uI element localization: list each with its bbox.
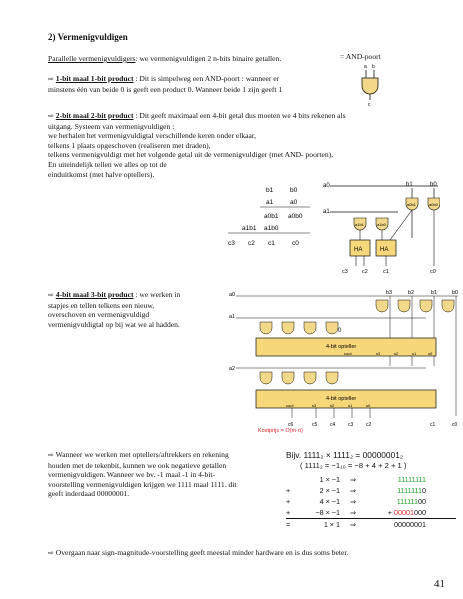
c2-g-a1b0: a1b0 (377, 222, 386, 227)
section-2bit (48, 111, 428, 179)
c2-ha1: HA (354, 247, 363, 253)
example-arrow: ⇒ (349, 508, 357, 517)
circuit-4x3bit (226, 286, 462, 436)
negative-example (286, 450, 456, 530)
c3-adder2-s3: s3 (312, 403, 317, 408)
section3-line3: overschoven en vermenigvuldigd (48, 310, 150, 320)
arrow-icon: ⇨ (48, 451, 54, 459)
mt-c3: c3 (228, 240, 235, 247)
mt-c1: c1 (268, 240, 275, 247)
circuit-2bit (320, 178, 440, 276)
example-rows (286, 474, 456, 530)
mt-a1: a1 (266, 199, 274, 206)
c3-zero: 0 (338, 328, 342, 334)
section2-line4: telkens 1 plaats opgeschoven (realiseren met draden), (48, 140, 211, 150)
section2-line3: we herhalen het vermenigvuldigtal verschillende keren onder elkaar, (48, 131, 257, 141)
example-row (286, 485, 456, 496)
c2-b0: b0 (430, 182, 437, 188)
section4-line3: vermenigvuldigen. Wanneer we bv. -1 maal -1 in 4-bit- (48, 470, 216, 480)
mt-c0: c0 (292, 240, 299, 247)
c3-c4: c4 (330, 422, 336, 428)
c2-ha2: HA (380, 247, 389, 253)
section2-line6: En uiteindelijk tellen we alles op tot de (48, 159, 167, 169)
c3-c6: c6 (288, 422, 294, 428)
c2-g-a0b1: a0b1 (407, 202, 416, 207)
example-arrow: ⇒ (349, 520, 357, 529)
mt-b1: b1 (266, 187, 274, 194)
c3-b3: b3 (386, 290, 393, 296)
section1-title: 1-bit maal 1-bit product (55, 74, 134, 83)
and-in-b: b (372, 64, 375, 70)
intro-text: : we vermenigvuldigen 2 n-bits binaire getallen. (135, 54, 282, 63)
section3-line2: stapjes en tellen telkens een nieuw, (48, 300, 155, 310)
mt-c2: c2 (248, 240, 255, 247)
c2-c3: c3 (342, 269, 348, 275)
section4-line2: houden met de tekenbit, kunnen we ook negatieve getallen (48, 460, 227, 470)
and-gate-icon (338, 62, 418, 112)
example-row (286, 474, 456, 485)
mt-a0: a0 (290, 199, 298, 206)
mt-a0b0: a0b0 (288, 213, 303, 220)
example-result: + 00001000 (387, 508, 426, 517)
example-row (286, 507, 456, 518)
mt-b0: b0 (290, 187, 298, 194)
example-result: 11111110 (397, 486, 426, 495)
and-gate-label: = AND-poort (340, 52, 381, 61)
example-row (286, 518, 456, 530)
c3-adder1-s1: s1 (412, 351, 417, 356)
section3-line4: vermenigvuldigtal op bij wat we al hadden. (48, 319, 180, 329)
c3-adder1-s0: s0 (428, 351, 433, 356)
section3-title: 4-bit maal 3-bit product (55, 290, 134, 299)
section2-line1: : Dit geeft maximaal een 4-bit getal dus moeten we 4 bits rekenen als (133, 111, 346, 120)
c2-c0: c0 (430, 269, 436, 275)
c3-b2: b2 (408, 290, 415, 296)
example-expr: 1 × −1 (319, 475, 340, 484)
c3-c2: c2 (366, 422, 372, 428)
example-line2: ( 1111₂ = −1₁₀ = −8 + 4 + 2 + 1 ) (300, 461, 407, 470)
c3-adder2-cout: cout (286, 403, 294, 408)
section2-line7: einduitkomst (met halve optellers). (48, 169, 155, 179)
arrow-icon: ⇨ (48, 549, 54, 557)
section3-line1: : we werken in (133, 290, 181, 299)
and-out-c: c (368, 102, 371, 108)
example-op: + (286, 486, 291, 495)
section-1bit (48, 74, 348, 94)
mt-a1b1: a1b1 (242, 225, 257, 232)
example-op: = (286, 520, 291, 529)
example-arrow: ⇒ (349, 486, 357, 495)
example-expr: 4 × −1 (319, 497, 340, 506)
section1-line2: minstens één van beide 0 is geeft een product 0. Wanneer beide 1 zijn geeft 1 (48, 84, 283, 94)
section2-line5: telkens vermenigvuldigt met het volgende getal uit de vermenigvuldiger (met AND- poorten), (48, 150, 334, 160)
section-negative (48, 450, 283, 499)
example-arrow: ⇒ (349, 475, 357, 484)
section-sign-magnitude (48, 548, 448, 559)
arrow-icon: ⇨ (48, 112, 54, 120)
example-arrow: ⇒ (349, 497, 357, 506)
c3-c1: c1 (430, 422, 436, 428)
example-expr: 2 × −1 (319, 486, 340, 495)
c2-g-a1b1: a1b1 (355, 222, 364, 227)
example-row (286, 496, 456, 507)
section4-line5: geeft inderdaad 00000001. (48, 489, 130, 499)
c3-b0: b0 (452, 290, 459, 296)
c3-adder2: 4-bit opteller (326, 396, 357, 402)
c2-b1: b1 (406, 182, 413, 188)
c2-a0: a0 (323, 183, 330, 189)
c3-adder2-s0: s0 (366, 403, 371, 408)
page-heading: 2) Vermenigvuldigen (48, 32, 128, 42)
arrow-icon: ⇨ (48, 75, 54, 83)
c3-a0: a0 (229, 292, 236, 298)
c3-adder1-cout: cout (344, 351, 352, 356)
example-expr: 1 × 1 (323, 520, 340, 529)
c2-g-a0b0: a0b0 (429, 202, 438, 207)
c3-c5: c5 (312, 422, 318, 428)
and-in-a: a (364, 64, 367, 70)
page-number: 41 (434, 578, 445, 590)
section-4x3bit (48, 290, 218, 329)
section4-line1: Wanneer we werken met optellers/aftrekkers en rekening (53, 450, 229, 459)
c2-a1: a1 (323, 209, 330, 215)
c3-adder1: 4-bit opteller (326, 344, 357, 350)
c2-c1: c1 (383, 269, 389, 275)
c3-adder2-s1: s1 (348, 403, 353, 408)
c3-adder1-s2: s2 (394, 351, 399, 356)
section1-line1: : Dit is simpelweg een AND-poort : wanneer er (133, 74, 280, 83)
intro-paragraph (48, 54, 338, 64)
and-gate-legend (338, 52, 418, 112)
c3-b1: b1 (431, 290, 438, 296)
c3-a2: a2 (229, 366, 236, 372)
c3-adder2-s2: s2 (330, 403, 335, 408)
example-result: 11111111 (397, 475, 426, 484)
c3-cost: Kostprijs = O(m·n) (258, 428, 303, 434)
section5-text: Overgaan naar sign-magnitude-voorstelling geeft meestal minder hardware en is dus soms beter. (53, 548, 349, 557)
c2-c2: c2 (362, 269, 368, 275)
section2-line2: uitgang. Systeem van vermenigvuldigen : (48, 121, 175, 131)
example-expr: −8 × −1 (315, 508, 340, 517)
section2-title: 2-bit maal 2-bit product (55, 111, 134, 120)
intro-label: Parallelle vermenigvuldigers (48, 54, 136, 63)
c3-adder1-s3: s3 (376, 351, 381, 356)
c3-a1: a1 (229, 314, 236, 320)
section4-line4: voorstelling vermenigvuldigen krijgen we 1111 maal 1111. dit (48, 479, 237, 489)
mt-a0b1: a0b1 (264, 213, 279, 220)
multiplication-table (226, 182, 316, 254)
example-result: 11111100 (396, 497, 426, 506)
example-op: + (286, 508, 291, 517)
mt-a1b0: a1b0 (264, 225, 279, 232)
c3-c3: c3 (348, 422, 354, 428)
c3-c0: c0 (452, 422, 458, 428)
example-result: 00000001 (394, 520, 426, 529)
example-op: + (286, 497, 291, 506)
example-line1: Bijv. 1111₂ × 1111₂ = 00000001₂ (286, 450, 404, 460)
arrow-icon: ⇨ (48, 291, 54, 299)
